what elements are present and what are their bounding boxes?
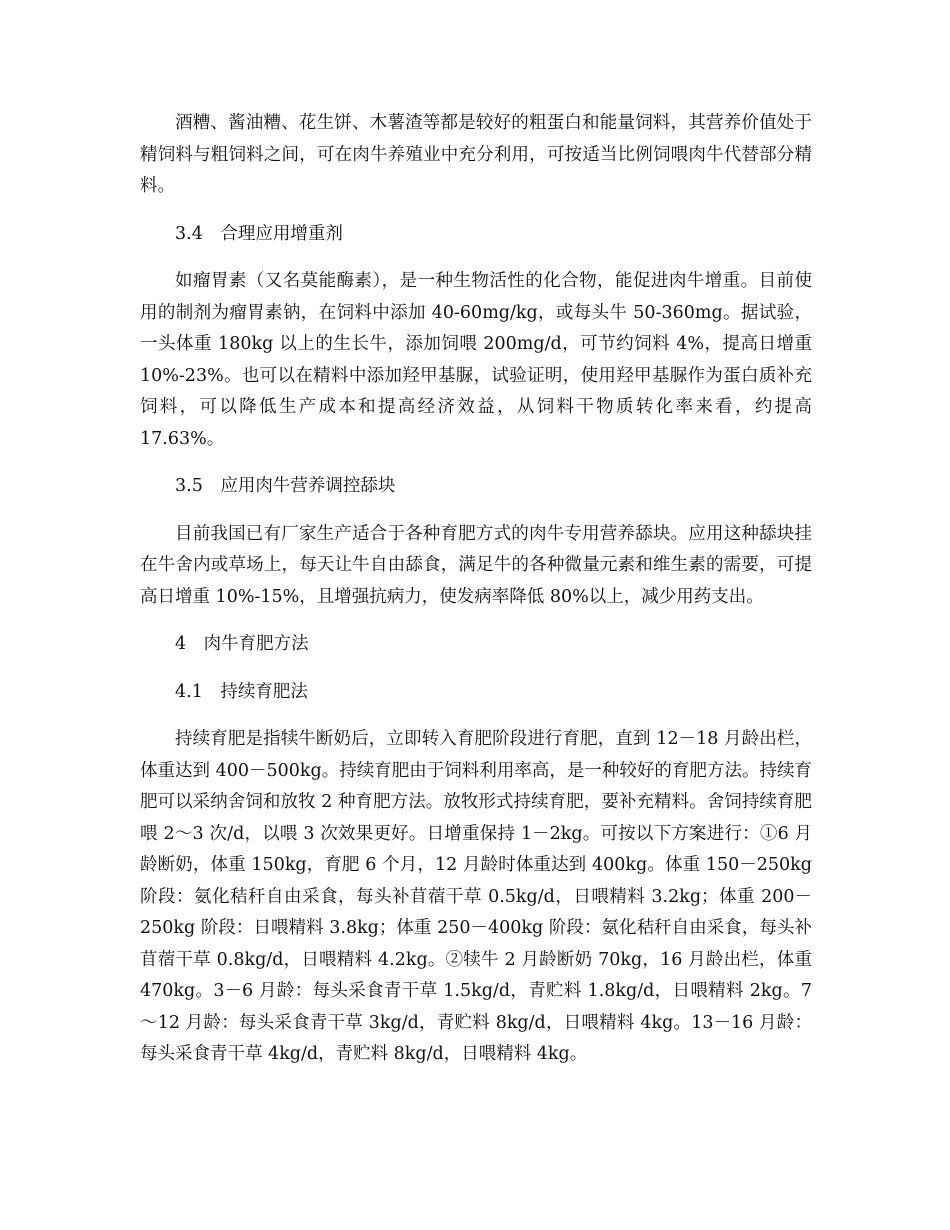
paragraph-feed-byproducts: 酒糟、酱油糟、花生饼、木薯渣等都是较好的粗蛋白和能量饲料，其营养价值处于精饲料与粗饲料之间，可在肉牛养殖业中充分利用，可按适当比例饲喂肉牛代替部分精料。 — [140, 113, 812, 196]
paragraph-growth-promoters: 如瘤胃素（又名莫能酶素），是一种生物活性的化合物，能促进肉牛增重。目前使用的制剂为瘤胃素钠，在饲料中添加 40-60mg/kg，或每头牛 50-360mg。据试验，一头体重 180kg 以上的生长牛，添加饲喂 200mg/d，可节约饲料 4%，提高日增重 10%-23%。也可以在精料中添加羟甲基脲，试验证明，使用羟甲基脲作为蛋白质补充饲料，可以降低生产成本和提高经济效益，从饲料干物质转化率来看，约提高 17.63%。 — [140, 271, 812, 449]
section-heading-4-1: 4.1 持续育肥法 — [175, 681, 308, 702]
paragraph-lick-blocks: 目前我国已有厂家生产适合于各种育肥方式的肉牛专用营养舔块。应用这种舔块挂在牛舍内或草场上，每天让牛自由舔食，满足牛的各种微量元素和维生素的需要，可提高日增重 10%-15%，且增强抗病力，使发病率降低 80%以上，减少用药支出。 — [140, 523, 812, 607]
section-heading-3-5: 3.5 应用肉牛营养调控舔块 — [175, 476, 396, 496]
document-page — [140, 108, 812, 1071]
section-heading-3-4: 3.4 合理应用增重剂 — [175, 223, 343, 244]
paragraph-continuous-fattening: 持续育肥是指犊牛断奶后，立即转入育肥阶段进行育肥，直到 12－18 月龄出栏，体重达到 400－500kg。持续育肥由于饲料利用率高，是一种较好的育肥方法。持续育肥可以采纳舍饲和放牧 2 种育肥方法。放牧形式持续育肥，要补充精料。舍饲持续育肥喂 2～3 次/d，以喂 3 次效果更好。日增重保持 1－2kg。可按以下方案进行：①6 月龄断奶，体重 150kg，育肥 6 个月，12 月龄时体重达到 400kg。体重 150－250kg 阶段：氨化秸秆自由采食，每头补苜蓿干草 0.5kg/d，日喂精料 3.2kg；体重 200－250kg 阶段：日喂精料 3.8kg；体重 250－400kg 阶段：氨化秸秆自由采食，每头补苜蓿干草 0.8kg/d，日喂精料 4.2kg。②犊牛 2 月龄断奶 70kg，16 月龄出栏，体重 470kg。3－6 月龄：每头采食青干草 1.5kg/d，青贮料 1.8kg/d，日喂精料 2kg。7～12 月龄：每头采食青干草 3kg/d，青贮料 8kg/d，日喂精料 4kg。13－16 月龄：每头采食青干草 4kg/d，青贮料 8kg/d，日喂精料 4kg。 — [140, 729, 812, 1064]
section-heading-4: 4 肉牛育肥方法 — [175, 634, 309, 654]
